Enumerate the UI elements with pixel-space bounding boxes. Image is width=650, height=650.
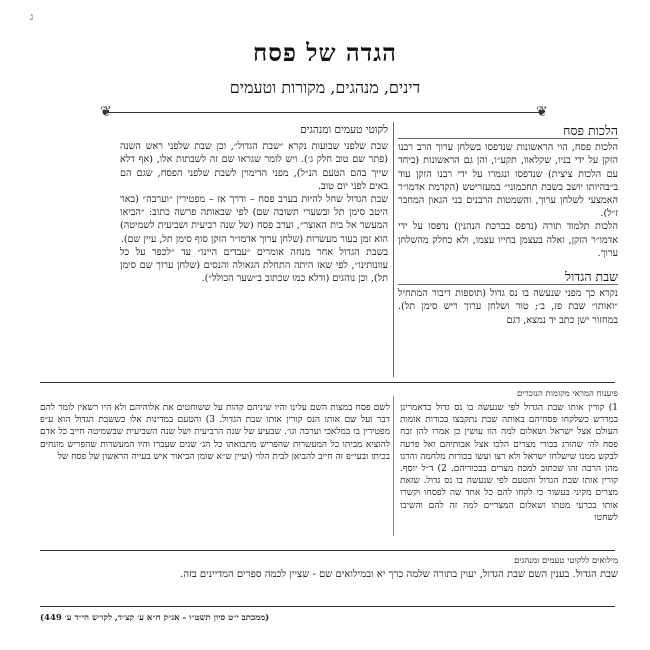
section-heading-shabbos-hagadol: שבת הגדול <box>398 270 618 285</box>
likutei-paragraph-2: שבת הגדול שחל להיות בערב פסח – ודרך אז – מפטירין ״וערבה״ (באר היטב סימן תל ובשערי תשובה שם) לפי שבאותה פרשה כתוב: ״הביאו המעשר אל בית האוצר״, וערב פסח (של שנה רביעית ושביעית לשמיטה) הוא זמן בעור מעשרות (שלחן ערוך אדמו״ר הזקן סוף סימן תל, עיין שם). <box>120 194 388 245</box>
footer-rule <box>40 606 615 607</box>
title-frame-line <box>108 112 543 113</box>
right-column <box>398 124 618 327</box>
intro-paragraph: הלכות פסח, הוי הראשונות שנדפסו בשלחן ערוך הרב רבנו הזקן על ידי בניו, שקלאוו, תקע״ו, והן גם הראשונות (ביחד עם הלכות ציצית) שנדפסו ונגמרו על ידי רבנו הזקן עוד ב״בהיותו יושב בשבת תחכמוני״ במעזריטש (הקדמת אדמו״ר האמצעי לשלחן ערוך, והשמטות הרבנים בני הגאון המחבר ז״ל). <box>398 142 618 220</box>
notes-top-rule <box>40 382 615 383</box>
likutei-heading: לקוטי טעמים ומנהגים <box>300 124 388 136</box>
notes-header: פיענוח המראי מקומות הנזכרים <box>516 389 618 399</box>
likutei-paragraph-3: בשבת הגדול אחר מנחה אומרים ״עבדים היינו״ עד ״לכפר על כל עוונותינו״, לפי שאז היתה התחלת הגאולה והנסים (שלחן ערוך שם סימן תל), וכן נוהגים (ודלא כמו שכתוב ב״שער הכולל״). <box>120 246 388 285</box>
miluim-header: מילואים ללקוטי טעמים ומנהגים <box>514 556 618 566</box>
notes-left: לשם פסח במצות השם עלינו והיו שיניהם קהות על ששוחטים את אלוהיהם ולא היו רשאין לומר להם דבר ועל שם אותו הנס קורין אותו שבת הגדול. 3) והטעם במדינות אלו כששבת הגדול הוא ע״פ מפטירין בו במלאכי וערבה וגו׳. שבעיע של שנה הרביעית ושל שנה השביעית שבשמיטה חייב כל אדם להוציא מביתו כל המעשרות שהפריש מתבואתו כל הג׳ שנים שעברו והיו המעשרות שהפריש מונחים בכיתו ובעי״פ זה חייב להביאן לבית הלוי (ועיין ש״א שומן הביאור איש בעייה הראשון של פסח של <box>40 403 390 462</box>
paragraph-talmud-torah: הלכות תלמוד תורה (נדפס בברכת הנהנין) נדפסו על ידי אדמו״ר הזקן, ואלה בעצמן בחייו עצמו, ולא כחלק מהשלחן ערוך. <box>398 221 618 259</box>
notes-divider <box>393 396 394 536</box>
paragraph-shabbos-hagadol: נקרא כך מפני שנעשה בו נס גדול (תוספות דיבור המתחיל ״ואותו״ שבת פז, ב׳; טור ושלחן ערוך ריש סימן תל). במחזור ישן כתב יד נמצא, דגם <box>398 288 618 326</box>
miluim-top-rule <box>40 550 615 551</box>
notes-right: 1) קורין אותו שבת הגדול לפי שנעשה בו נס גדול כדאמרינן במדרש כשלקחו פסחיהם באותה שבת נתקבצו בכורות אומות העולם אצל ישראל ושאלום למה הוו עושין כן אמרו להן זבח פסח לה׳ שהורג בכורי מצרים הלכו אצל אבותיהם ואל פרעה לבקש ממנו שישלחו ישראל ולא רצו ועשו בכורות מלחמה והרגו מהן הרבה זהו שכתוב למכה מצרים בבכוריהם. 2) ד״ל יוסף. קורין אותו שבת הגדול והטעם לפי שנעשה בו נס גדול. שזאת מצרים מקיני בעשור כי לקחו להם כל אחד שה לפסחו וקשרו אותו בכרעי מטתו ושאלום המצריים למה זה להם והשיבו לשחטו <box>400 403 618 523</box>
page-subtitle: דינים, מנהגים, מקורות וטעמים <box>229 78 421 97</box>
footer-citation: (ממכתב י״ט סיון תשט״ו - אג״ק ח״א ע׳ קצ״ד, לקו״ש חי״ד ע׳ 449) <box>40 613 270 623</box>
miluim-text: שבת הגדול. בענין השם שבת הגדול, יעוין בתורה שלמה כרך יא ובמילואים שם - שציין לכמה ספרים המדיינים בזה. <box>180 569 618 580</box>
ornament-left: ❦ <box>100 104 112 120</box>
page-title: הגדה של פסח <box>253 38 397 67</box>
page-mark: ג <box>30 12 34 23</box>
likutei-paragraph-1: שבת שלפני שבועות נקרא ״שבת הגדול״, וכן שבת שלפני ראש השנה (פתר שם טוב חלק ג׳). ויש לומר שגראו שם זה לשבתות אלו, (אף דלא שייך בהם הטעם הנ״ל), מפני הדימוין לשבת שלפני הפסח, שגם הם באים לפני יום טוב. <box>120 141 388 192</box>
column-divider <box>393 122 394 377</box>
ornament-right: ❦ <box>536 104 548 120</box>
left-column <box>120 124 388 285</box>
section-heading-hilchos-pesach: הלכות פסח <box>398 124 618 139</box>
